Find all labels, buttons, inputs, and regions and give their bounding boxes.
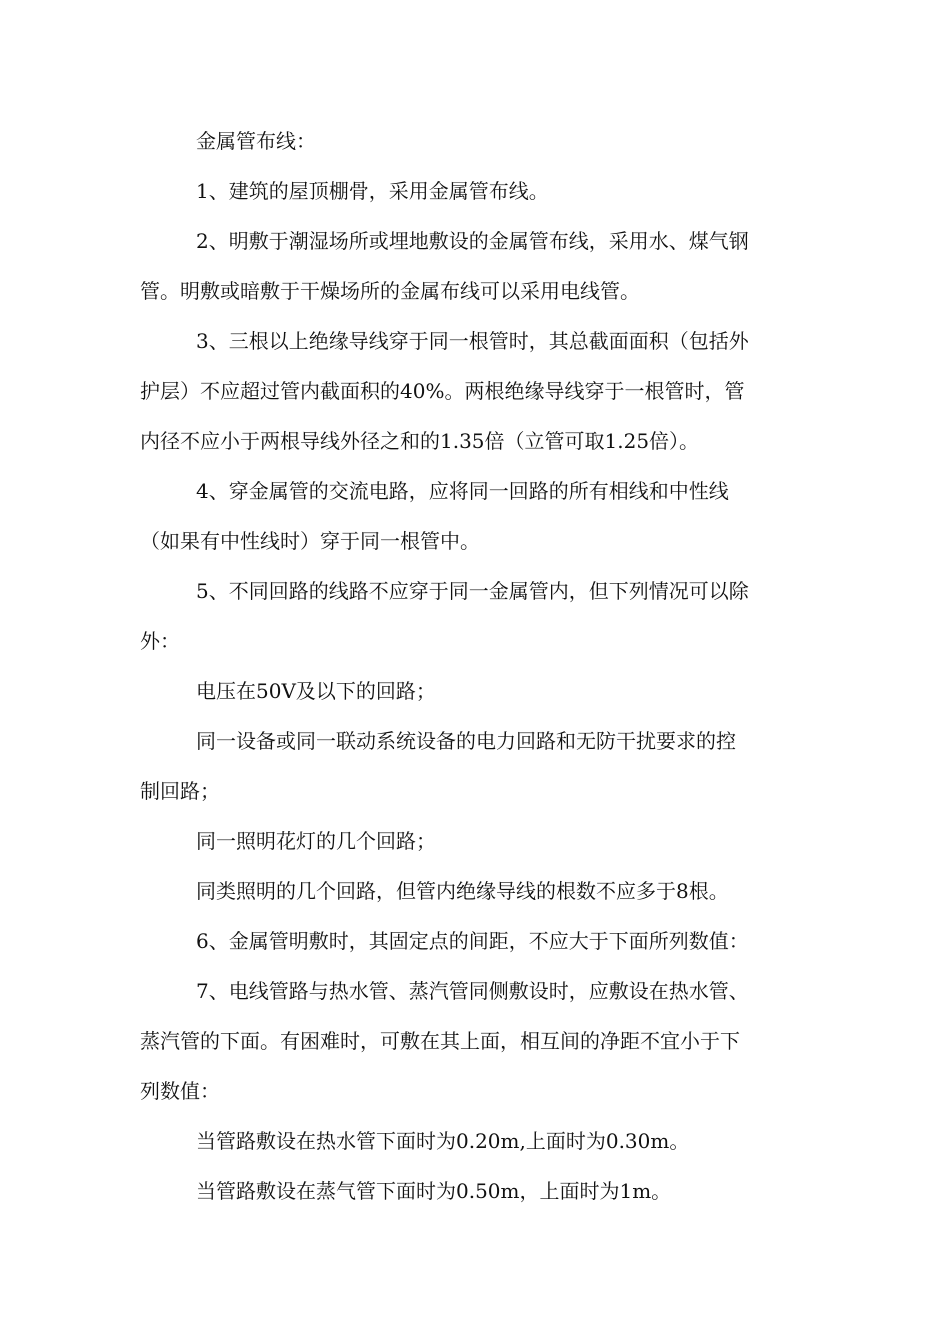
text-line: 当管路敷设在热水管下面时为0.20m,上面时为0.30m。 xyxy=(196,1129,690,1153)
text-line: 同类照明的几个回路，但管内绝缘导线的根数不应多于8根。 xyxy=(196,879,729,903)
text-line: 4、穿金属管的交流电路，应将同一回路的所有相线和中性线 xyxy=(196,479,729,503)
text-line: 1、建筑的屋顶棚骨，采用金属管布线。 xyxy=(196,179,549,203)
text-line: （如果有中性线时）穿于同一根管中。 xyxy=(140,529,480,553)
text-line: 6、金属管明敷时，其固定点的间距，不应大于下面所列数值： xyxy=(196,929,749,953)
text-line: 3、三根以上绝缘导线穿于同一根管时，其总截面面积（包括外 xyxy=(196,329,749,353)
text-line: 内径不应小于两根导线外径之和的1.35倍（立管可取1.25倍）。 xyxy=(140,429,700,453)
text-line: 同一照明花灯的几个回路； xyxy=(196,829,436,853)
text-line: 同一设备或同一联动系统设备的电力回路和无防干扰要求的控 xyxy=(196,729,736,753)
text-line: 管。明敷或暗敷于干燥场所的金属布线可以采用电线管。 xyxy=(140,279,640,303)
text-line: 护层）不应超过管内截面积的40%。两根绝缘导线穿于一根管时，管 xyxy=(140,379,745,403)
text-line: 外： xyxy=(140,629,180,653)
text-line: 电压在50V及以下的回路； xyxy=(196,679,436,703)
text-line: 制回路； xyxy=(140,779,220,803)
document-body xyxy=(140,116,820,1216)
text-line: 当管路敷设在蒸气管下面时为0.50m，上面时为1m。 xyxy=(196,1179,672,1203)
text-line: 5、不同回路的线路不应穿于同一金属管内，但下列情况可以除 xyxy=(196,579,749,603)
text-line: 2、明敷于潮湿场所或埋地敷设的金属管布线，采用水、煤气钢 xyxy=(196,229,749,253)
text-line: 7、电线管路与热水管、蒸汽管同侧敷设时，应敷设在热水管、 xyxy=(196,979,749,1003)
text-line: 列数值： xyxy=(140,1079,220,1103)
section-heading: 金属管布线： xyxy=(196,129,316,153)
text-line: 蒸汽管的下面。有困难时，可敷在其上面，相互间的净距不宜小于下 xyxy=(140,1029,740,1053)
